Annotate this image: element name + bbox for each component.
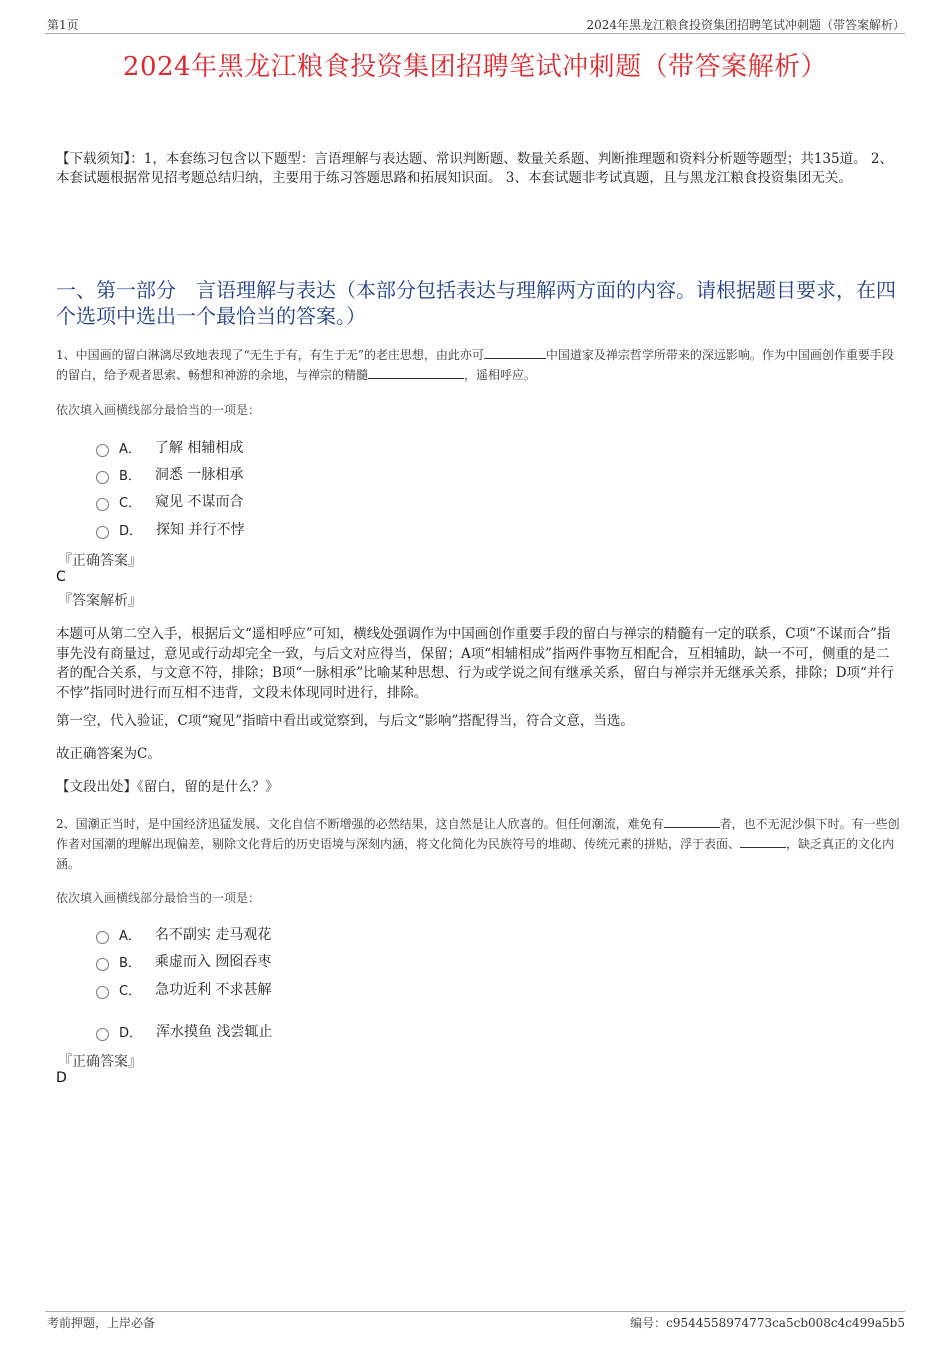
footer-slogan: 考前押题，上岸必备: [47, 1316, 156, 1330]
question-1-blank-1: [484, 346, 546, 359]
option-text: 洞悉 一脉相承: [154, 467, 244, 483]
question-2-text-part-a: 2、国潮正当时，是中国经济迅猛发展、文化自信不断增强的必然结果，这自然是让人欣喜的。但任何潮流，难免有: [56, 817, 664, 831]
radio-button[interactable]: [96, 471, 109, 484]
radio-button[interactable]: [96, 498, 109, 511]
radio-button[interactable]: [96, 986, 109, 999]
question-1-analysis-label: 『答案解析』: [58, 593, 142, 609]
question-2-answer-label: 『正确答案』: [58, 1054, 142, 1070]
option-letter: D．: [119, 1025, 143, 1041]
question-2-prompt: 依次填入画横线部分最恰当的一项是：: [56, 891, 261, 905]
question-1-text: [56, 345, 901, 385]
option-text: 名不副实 走马观花: [154, 927, 272, 943]
question-1-text-part-c: ，遥相呼应。: [464, 368, 537, 382]
option-letter: A．: [119, 928, 141, 944]
option-text: 窥见 不谋而合: [155, 494, 244, 510]
question-1-answer-label: 『正确答案』: [58, 553, 142, 569]
footer-document-id: 编号：c9544558974773ca5cb008c4c499a5b5: [630, 1316, 905, 1330]
radio-button[interactable]: [96, 1028, 109, 1041]
download-notice: 【下载须知】：1，本套练习包含以下题型：言语理解与表达题、常识判断题、数量关系题、判断推理题和资料分析题等题型；共135道。 2、本套试题根据常见招考题总结归纳，主要用于练习答题思路和拓展知识面。 3、本套试题非考试真题，且与黑龙江粮食投资集团无关。: [56, 151, 893, 186]
option-letter: A．: [119, 441, 141, 457]
question-1-analysis-paragraph-2: 第一空，代入验证，C项“窥见”指暗中看出或觉察到，与后文“影响”搭配得当，符合文意，当选。: [56, 713, 634, 729]
question-1-text-part-b: 中国道家及禅宗哲学所带来的深远影响。作为中国画创作重要手段的留白，给予观者思索、畅想和神游的余地，与禅宗的精髓: [56, 348, 894, 382]
radio-button[interactable]: [96, 958, 109, 971]
option-letter: C．: [119, 495, 142, 511]
radio-button[interactable]: [96, 931, 109, 944]
question-1-analysis-paragraph-1: 本题可从第二空入手，根据后文“遥相呼应”可知，横线处强调作为中国画创作重要手段的留白与禅宗的精髓有一定的联系，C项“不谋而合”指事先没有商量过，意见或行动却完全一致，与后文对应得当，保留；A项“相辅相成”指两件事物互相配合，互相辅助，缺一不可，侧重的是二者的配合关系，与文意不符，排除；B项“一脉相承”比喻某种思想、行为或学说之间有继承关系，留白与禅宗并无继承关系，排除；D项“并行不悖”指同时进行而互相不违背，文段未体现同时进行，排除。: [56, 626, 894, 701]
question-2-text: [56, 814, 901, 874]
option-text: 乘虚而入 囫囵吞枣: [154, 954, 272, 970]
question-2-text-part-c: ，缺乏真正的文化内涵。: [56, 837, 895, 871]
question-1-option-d[interactable]: [96, 519, 244, 539]
question-1-option-c[interactable]: [96, 491, 244, 511]
option-text: 浑水摸鱼 浅尝辄止: [156, 1024, 273, 1040]
option-text: 探知 并行不悖: [156, 522, 245, 538]
option-letter: C．: [119, 983, 142, 999]
option-letter: B．: [119, 468, 141, 484]
question-1-text-part-a: 1、中国画的留白淋漓尽致地表现了“无生于有，有生于无”的老庄思想，由此亦可: [56, 348, 484, 362]
question-2-option-d[interactable]: [96, 1021, 272, 1041]
question-2-option-a[interactable]: [96, 924, 271, 944]
page-number: 第1页: [47, 18, 79, 32]
question-2-answer: D: [56, 1070, 67, 1086]
option-text: 急功近利 不求甚解: [155, 982, 272, 998]
question-1-analysis-paragraph-3: 故正确答案为C。: [56, 746, 161, 762]
option-letter: D．: [119, 523, 143, 539]
question-1-answer: C: [56, 569, 66, 585]
footer-divider: [45, 1311, 905, 1312]
question-2-text-part-b: 者，也不无泥沙俱下时。有一些创作者对国潮的理解出现偏差，剔除文化背后的历史语境与深刻内涵，将文化简化为民族符号的堆砌、传统元素的拼贴，浮于表面、: [56, 817, 900, 851]
question-2-blank-1: [664, 815, 720, 828]
question-1-option-a[interactable]: [96, 437, 243, 457]
section-heading: 一、第一部分 言语理解与表达（本部分包括表达与理解两方面的内容。请根据题目要求，在四个选项中选出一个最恰当的答案。）: [56, 278, 896, 328]
option-text: 了解 相辅相成: [154, 440, 244, 456]
question-1-prompt: 依次填入画横线部分最恰当的一项是：: [56, 403, 261, 417]
header-divider: [45, 33, 905, 34]
question-2-option-c[interactable]: [96, 979, 272, 999]
radio-button[interactable]: [96, 444, 109, 457]
question-1-option-b[interactable]: [96, 464, 243, 484]
question-2-option-b[interactable]: [96, 951, 271, 971]
radio-button[interactable]: [96, 526, 109, 539]
header-doc-title: 2024年黑龙江粮食投资集团招聘笔试冲刺题（带答案解析）: [586, 18, 905, 32]
question-1-source: 【文段出处】《留白，留的是什么？》: [56, 779, 279, 795]
question-1-blank-2: [368, 366, 464, 379]
question-2-blank-2: [740, 835, 786, 848]
option-letter: B．: [119, 955, 141, 971]
document-title: 2024年黑龙江粮食投资集团招聘笔试冲刺题（带答案解析）: [122, 52, 828, 82]
